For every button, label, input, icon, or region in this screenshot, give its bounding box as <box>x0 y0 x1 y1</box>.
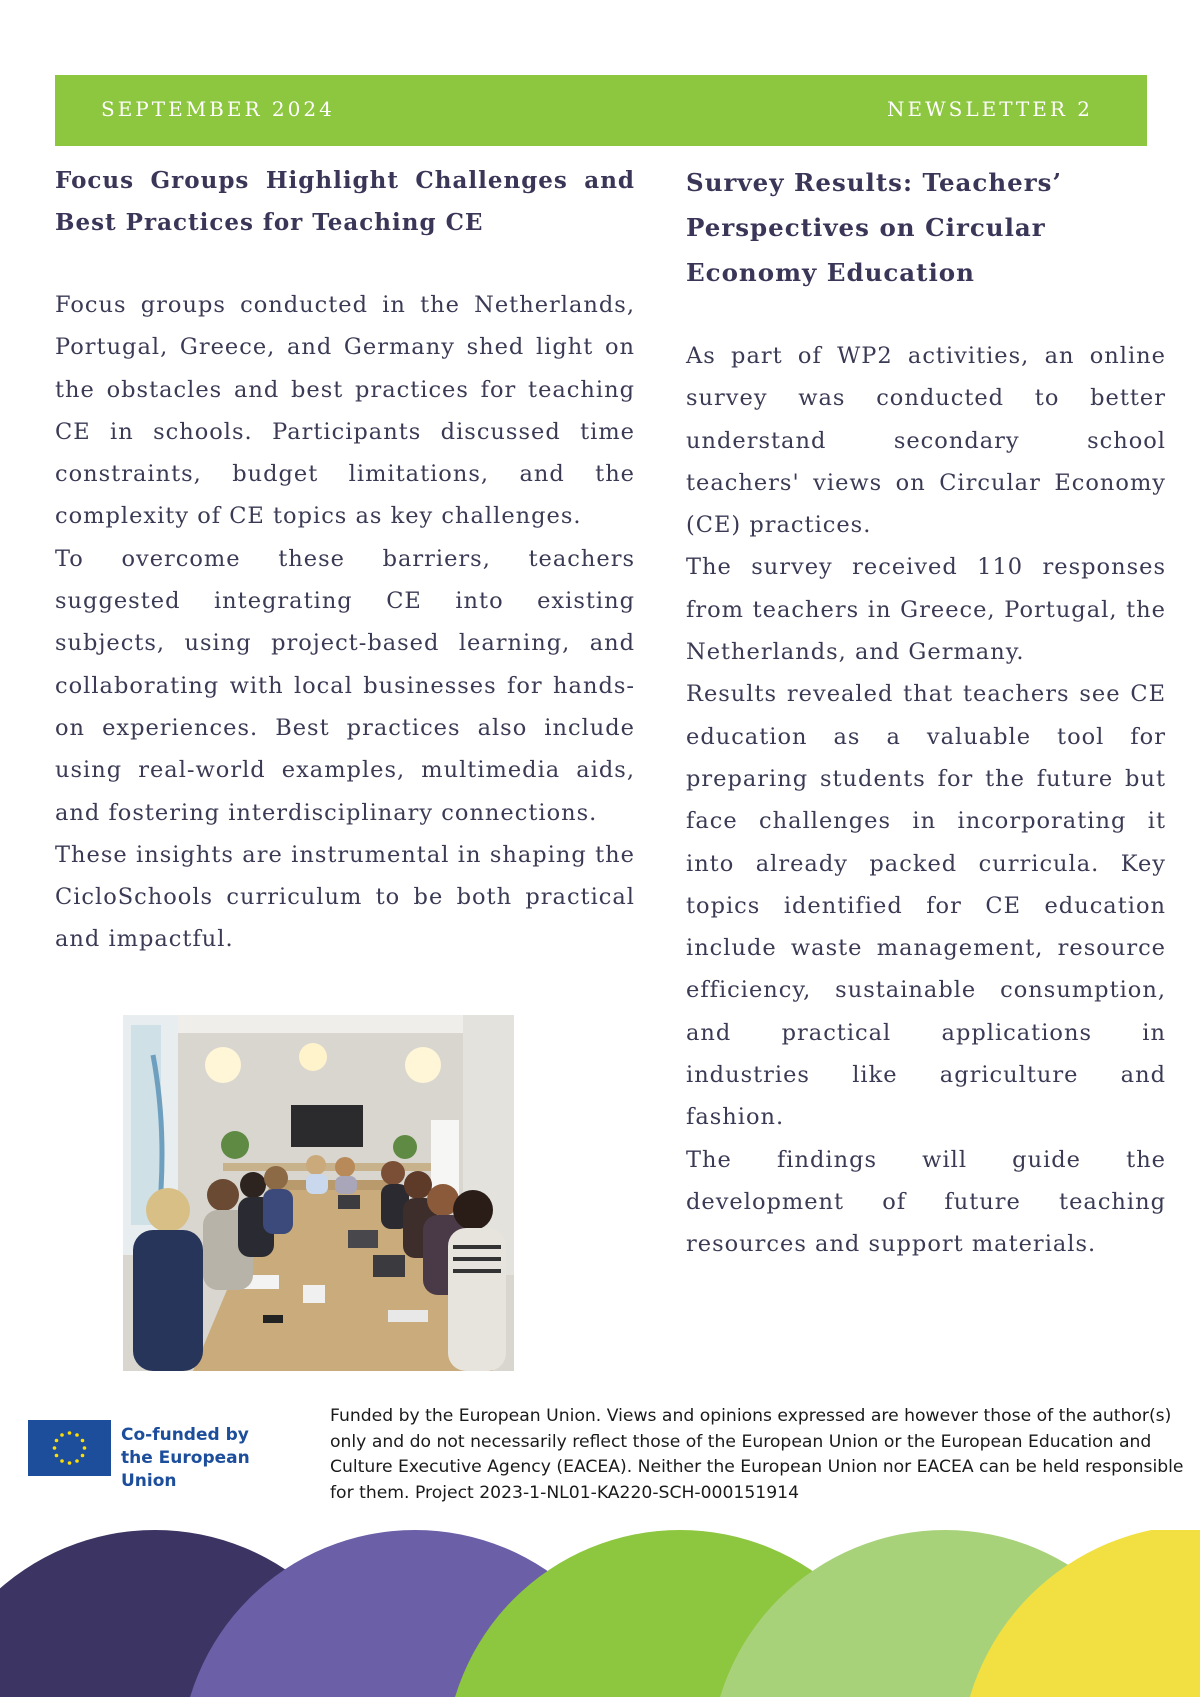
eu-flag-icon <box>28 1420 111 1476</box>
left-paragraph-2: To overcome these barriers, teachers suggested integrating CE into existing subjects, using project-based learning, and collaborating with local businesses for hands-on experiences. Best practices also include using real-world examples, multimedia aids, and fostering interdisciplinary connections. <box>55 545 635 826</box>
left-article-body <box>55 284 635 961</box>
right-paragraph-4: The findings will guide the development of future teaching resources and support materials. <box>686 1146 1166 1258</box>
eu-logo-line-1: Co-funded by <box>121 1425 249 1445</box>
left-paragraph-3: These insights are instrumental in shaping the CicloSchools curriculum to be both practical and impactful. <box>55 841 635 953</box>
eu-cofunded-logo <box>28 1420 302 1491</box>
meeting-photo <box>123 1015 514 1371</box>
newsletter-number: NEWSLETTER 2 <box>886 97 1093 121</box>
right-paragraph-2: The survey received 110 responses from teachers in Greece, Portugal, the Netherlands, and Germany. <box>686 554 1166 666</box>
left-paragraph-1: Focus groups conducted in the Netherlands, Portugal, Greece, and Germany shed light on the obstacles and best practices for teaching CE in schools. Participants discussed time constraints, budget limitations, and the complexity of CE topics as key challenges. <box>55 292 635 530</box>
eu-logo-text <box>121 1424 306 1493</box>
header-banner <box>55 75 1147 146</box>
left-article-title: Focus Groups Highlight Challenges and Best Practices for Teaching CE <box>55 167 635 236</box>
right-article-title: Survey Results: Teachers’ Perspectives on Circular Economy Education <box>686 168 1062 287</box>
right-article-body <box>686 335 1166 1266</box>
left-article <box>55 160 635 961</box>
right-paragraph-1: As part of WP2 activities, an online survey was conducted to better understand secondary school teachers' views on Circular Economy (CE) practices. <box>686 343 1166 539</box>
issue-date: SEPTEMBER 2024 <box>101 97 335 121</box>
right-paragraph-3: Results revealed that teachers see CE education as a valuable tool for preparing students for the future but face challenges in incorporating it into already packed curricula. Key topics identified for CE education include waste management, resource efficiency, sustainable consumption, and practical applications in industries like agriculture and fashion. <box>686 681 1166 1131</box>
eu-logo-line-2: the European Union <box>121 1448 250 1491</box>
funding-disclaimer: Funded by the European Union. Views and opinions expressed are however those of the author(s) only and do not necessarily reflect those of the European Union or the European Education and Culture Executive Agency (EACEA). Neither the European Union nor EACEA can be held responsible for them. Project 2023-1-NL01-KA220-SCH-000151914 <box>330 1406 1184 1503</box>
right-article <box>686 160 1166 1266</box>
decorative-waves <box>0 1530 1200 1697</box>
